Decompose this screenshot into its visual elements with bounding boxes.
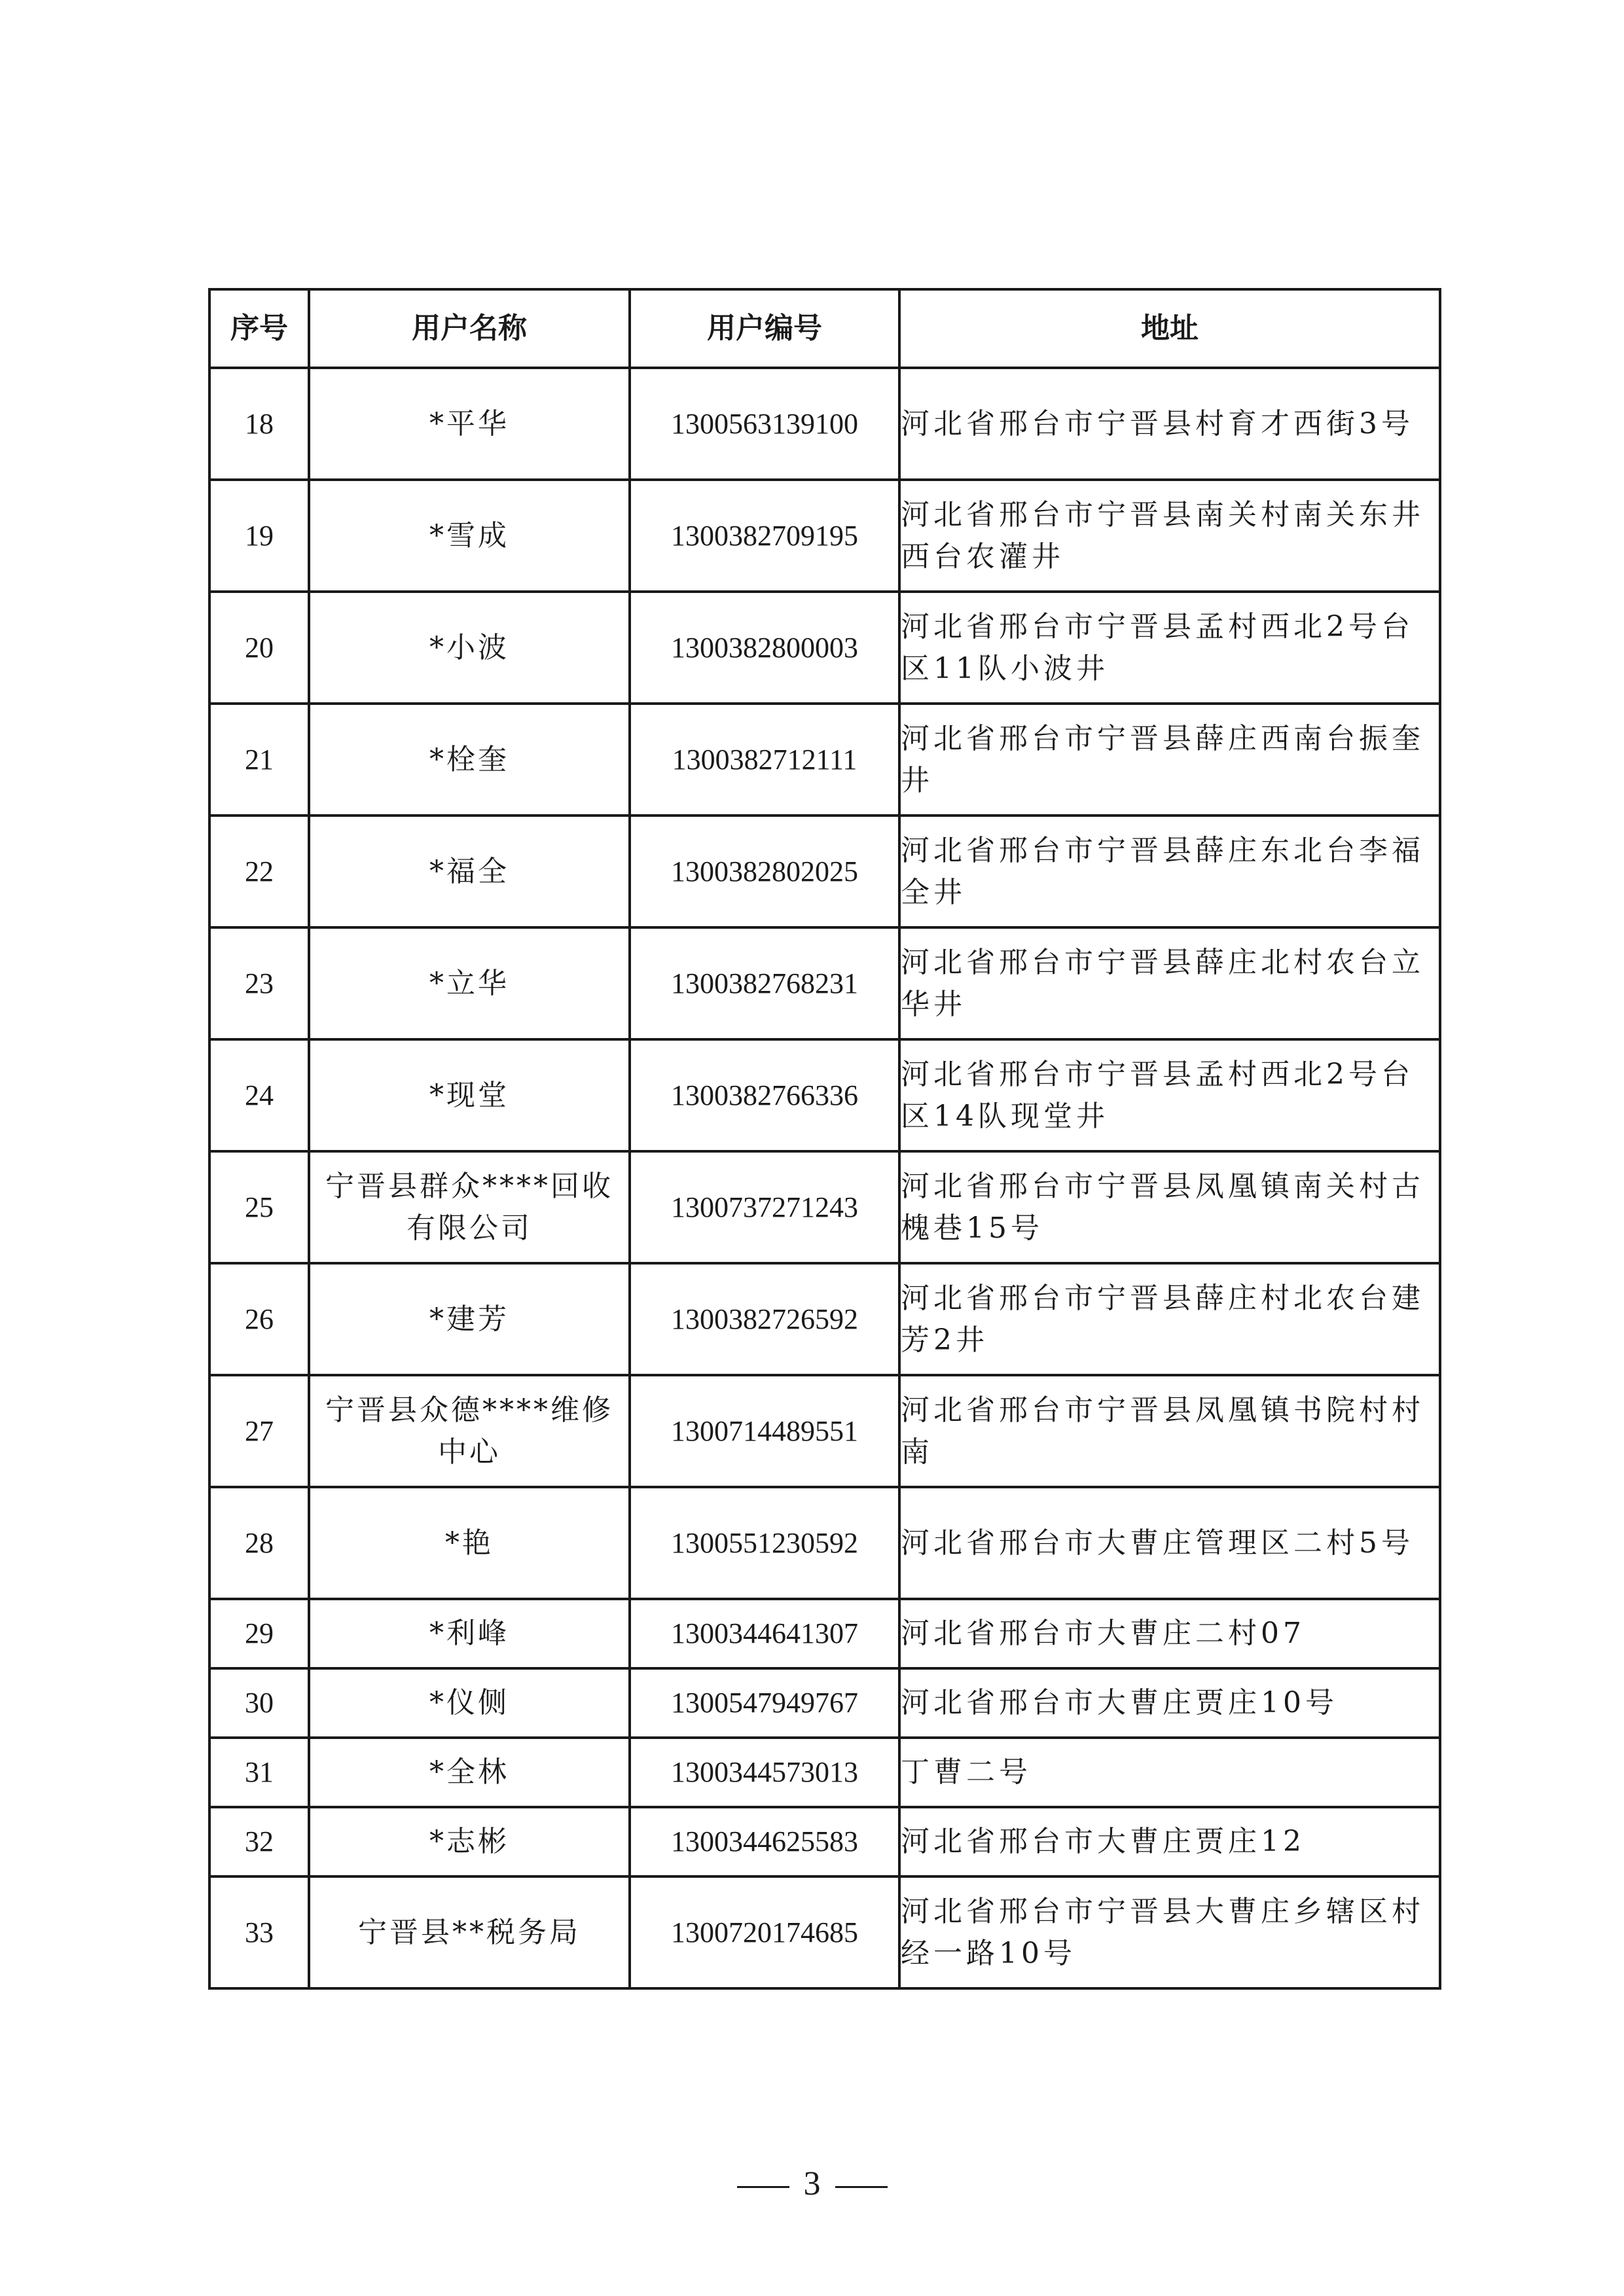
cell-address: 河北省邢台市宁晋县孟村西北2号台区14队现堂井 (899, 1039, 1440, 1151)
table-row (209, 368, 1440, 480)
table-row (209, 1738, 1440, 1807)
cell-user-id: 1300344573013 (630, 1738, 899, 1807)
cell-seq: 32 (209, 1807, 309, 1876)
cell-seq: 20 (209, 592, 309, 704)
cell-user-id: 1300720174685 (630, 1876, 899, 1988)
cell-user-name: *雪成 (309, 480, 630, 592)
cell-user-id: 1300382802025 (630, 816, 899, 927)
cell-user-name: *现堂 (309, 1039, 630, 1151)
table-row (209, 592, 1440, 704)
table-row (209, 1039, 1440, 1151)
cell-address: 河北省邢台市宁晋县孟村西北2号台区11队小波井 (899, 592, 1440, 704)
cell-user-id: 1300344625583 (630, 1807, 899, 1876)
cell-user-name: 宁晋县群众****回收有限公司 (309, 1151, 630, 1263)
cell-seq: 24 (209, 1039, 309, 1151)
cell-user-name: *建芳 (309, 1263, 630, 1375)
cell-seq: 26 (209, 1263, 309, 1375)
cell-address: 河北省邢台市大曹庄二村07 (899, 1599, 1440, 1668)
cell-user-id: 1300344641307 (630, 1599, 899, 1668)
cell-user-name: *栓奎 (309, 704, 630, 816)
cell-user-id: 1300382709195 (630, 480, 899, 592)
cell-seq: 27 (209, 1375, 309, 1487)
cell-user-name: *仪侧 (309, 1668, 630, 1738)
table-row (209, 1668, 1440, 1738)
cell-user-id: 1300737271243 (630, 1151, 899, 1263)
cell-seq: 22 (209, 816, 309, 927)
table-row (209, 1263, 1440, 1375)
cell-user-name: *艳 (309, 1487, 630, 1599)
cell-seq: 25 (209, 1151, 309, 1263)
header-user-name: 用户名称 (309, 289, 630, 368)
cell-user-id: 1300382800003 (630, 592, 899, 704)
cell-user-name: *小波 (309, 592, 630, 704)
cell-address: 河北省邢台市宁晋县南关村南关东井西台农灌井 (899, 480, 1440, 592)
user-records-table (208, 288, 1441, 1990)
cell-user-id: 1300382768231 (630, 927, 899, 1039)
cell-user-name: *平华 (309, 368, 630, 480)
cell-address: 河北省邢台市宁晋县凤凰镇南关村古槐巷15号 (899, 1151, 1440, 1263)
cell-user-id: 1300382712111 (630, 704, 899, 816)
cell-address: 河北省邢台市宁晋县薛庄西南台振奎井 (899, 704, 1440, 816)
cell-user-id: 1300382726592 (630, 1263, 899, 1375)
cell-address: 河北省邢台市宁晋县凤凰镇书院村村南 (899, 1375, 1440, 1487)
table-row (209, 1876, 1440, 1988)
cell-address: 丁曹二号 (899, 1738, 1440, 1807)
cell-address: 河北省邢台市宁晋县薛庄村北农台建芳2井 (899, 1263, 1440, 1375)
cell-user-name: *志彬 (309, 1807, 630, 1876)
header-user-id: 用户编号 (630, 289, 899, 368)
page-number (0, 2163, 1624, 2205)
cell-user-name: *福全 (309, 816, 630, 927)
table-row (209, 927, 1440, 1039)
page-number-right-dash (835, 2186, 888, 2188)
cell-address: 河北省邢台市宁晋县村育才西街3号 (899, 368, 1440, 480)
cell-seq: 23 (209, 927, 309, 1039)
cell-user-name: 宁晋县众德****维修中心 (309, 1375, 630, 1487)
table-row (209, 1599, 1440, 1668)
page-number-left-dash (737, 2186, 789, 2188)
cell-user-id: 1300382766336 (630, 1039, 899, 1151)
cell-seq: 30 (209, 1668, 309, 1738)
table-row (209, 1487, 1440, 1599)
table-row (209, 704, 1440, 816)
cell-address: 河北省邢台市大曹庄贾庄10号 (899, 1668, 1440, 1738)
cell-address: 河北省邢台市宁晋县大曹庄乡辖区村经一路10号 (899, 1876, 1440, 1988)
table-row (209, 480, 1440, 592)
table-row (209, 1151, 1440, 1263)
cell-seq: 29 (209, 1599, 309, 1668)
cell-seq: 21 (209, 704, 309, 816)
cell-address: 河北省邢台市宁晋县薛庄北村农台立华井 (899, 927, 1440, 1039)
cell-user-id: 1300714489551 (630, 1375, 899, 1487)
header-address: 地址 (899, 289, 1440, 368)
cell-seq: 28 (209, 1487, 309, 1599)
table-header-row (209, 289, 1440, 368)
table-row (209, 1807, 1440, 1876)
cell-seq: 19 (209, 480, 309, 592)
cell-user-id: 1300551230592 (630, 1487, 899, 1599)
table-row (209, 816, 1440, 927)
page-number-value: 3 (803, 2165, 821, 2202)
cell-seq: 18 (209, 368, 309, 480)
cell-user-id: 1300563139100 (630, 368, 899, 480)
header-seq: 序号 (209, 289, 309, 368)
cell-address: 河北省邢台市大曹庄贾庄12 (899, 1807, 1440, 1876)
table-row (209, 1375, 1440, 1487)
cell-user-id: 1300547949767 (630, 1668, 899, 1738)
cell-address: 河北省邢台市大曹庄管理区二村5号 (899, 1487, 1440, 1599)
cell-seq: 31 (209, 1738, 309, 1807)
cell-user-name: 宁晋县**税务局 (309, 1876, 630, 1988)
cell-seq: 33 (209, 1876, 309, 1988)
cell-user-name: *立华 (309, 927, 630, 1039)
cell-user-name: *全林 (309, 1738, 630, 1807)
cell-address: 河北省邢台市宁晋县薛庄东北台李福全井 (899, 816, 1440, 927)
cell-user-name: *利峰 (309, 1599, 630, 1668)
